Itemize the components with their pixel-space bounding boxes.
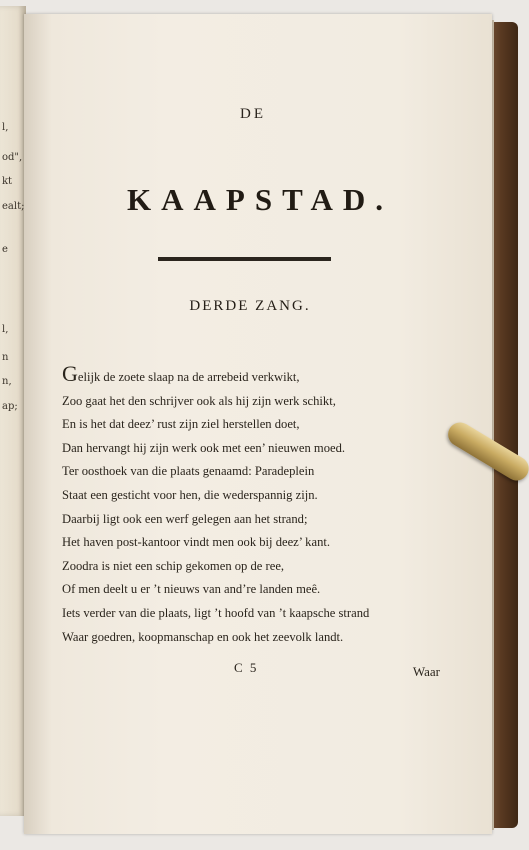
verse-line: Zoo gaat het den schrijver ook als hij zijn werk schikt, — [62, 393, 336, 408]
page-footer — [62, 660, 440, 680]
left-page-text-fragments — [2, 6, 25, 816]
section-heading: DERDE ZANG. — [189, 298, 311, 314]
left-fragment: n, — [2, 376, 12, 387]
left-fragment: kt — [2, 176, 13, 187]
verse-line: En is het dat deez’ rust zijn ziel herstellen doet, — [62, 417, 300, 432]
signature-mark: C 5 — [234, 660, 259, 675]
heading-de: DE — [240, 106, 266, 122]
drop-cap: G — [62, 361, 78, 386]
verse-line: Dan hervangt hij zijn werk ook met een’ nieuwen moed. — [62, 440, 346, 455]
left-fragment: od", — [2, 152, 23, 163]
verse-line: Zoodra is niet een schip gekomen op de ree, — [62, 558, 285, 573]
left-fragment: ealt; — [2, 201, 25, 212]
verse-line-text: elijk de zoete slaap na de arrebeid verkwikt, — [77, 370, 300, 384]
verse-line — [62, 361, 452, 390]
title-rule — [158, 257, 331, 261]
page-title: KAAPSTAD. — [127, 182, 393, 217]
left-fragment: l, — [2, 324, 9, 335]
left-fragment: l, — [2, 122, 9, 133]
catchword: Waar — [412, 664, 440, 679]
verse-line: Iets verder van die plaats, ligt ’t hoofd van ’t kaapsche strand — [62, 605, 370, 620]
verse-line: Waar goedren, koopmanschap en ook het zeevolk landt. — [62, 629, 344, 644]
verse-line: Of men deelt u er ’t nieuws van and’re landen meê. — [62, 582, 321, 597]
left-fragment: n — [2, 352, 9, 363]
left-facing-page — [0, 6, 26, 816]
verse-line: Het haven post-kantoor vindt men ook bij deez’ kant. — [62, 535, 331, 550]
verse-line: Staat een gesticht voor hen, die wederspannig zijn. — [62, 487, 318, 502]
left-fragment: ap; — [2, 401, 18, 412]
book-page — [24, 14, 492, 834]
verse-line: Ter oosthoek van die plaats genaamd: Paradeplein — [62, 464, 315, 479]
verse-line: Daarbij ligt ook een werf gelegen aan het strand; — [62, 511, 308, 526]
left-fragment: e — [2, 244, 8, 255]
verse-block — [62, 361, 452, 649]
